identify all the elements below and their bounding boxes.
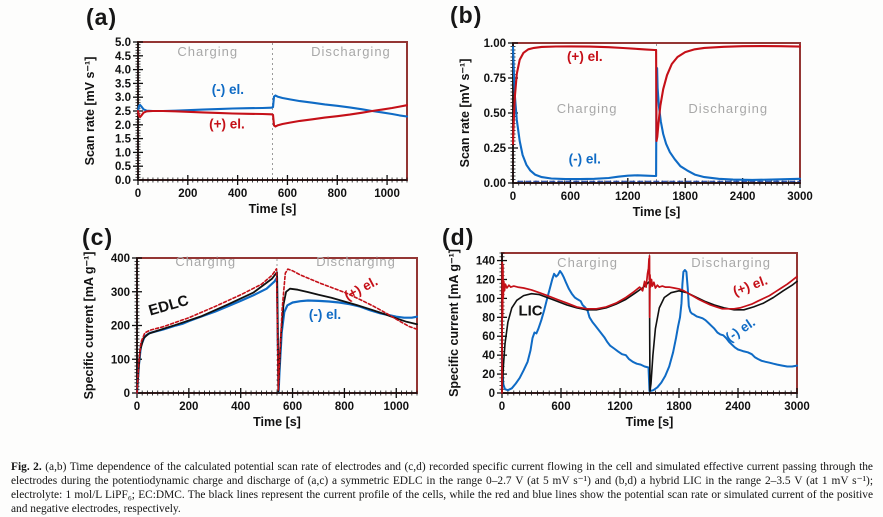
svg-text:Specific current [mA g⁻¹]: Specific current [mA g⁻¹] (82, 251, 96, 400)
svg-text:Charging: Charging (177, 43, 239, 59)
svg-text:(-) el.: (-) el. (722, 314, 758, 345)
svg-text:2400: 2400 (729, 191, 756, 203)
chart-c-specific-current-edlc (60, 222, 440, 462)
svg-text:4.0: 4.0 (115, 64, 131, 77)
svg-text:Discharging: Discharging (688, 101, 769, 116)
svg-text:2.5: 2.5 (115, 106, 131, 118)
figure-caption-label: Fig. 2. (11, 461, 42, 473)
svg-text:0.25: 0.25 (483, 143, 506, 155)
chart-d-specific-current-lic (440, 222, 883, 462)
svg-text:Charging: Charging (557, 255, 618, 271)
svg-text:200: 200 (110, 320, 130, 333)
svg-text:40: 40 (482, 350, 495, 363)
svg-text:0: 0 (123, 388, 130, 400)
svg-text:200: 200 (179, 401, 199, 413)
svg-text:60: 60 (482, 331, 495, 344)
svg-text:140: 140 (475, 255, 495, 268)
svg-text:600: 600 (551, 401, 571, 413)
svg-text:1.00: 1.00 (483, 38, 506, 50)
svg-text:Time [s]: Time [s] (632, 205, 681, 219)
svg-text:80: 80 (482, 312, 495, 325)
svg-text:0.75: 0.75 (483, 73, 506, 85)
svg-text:Charging: Charging (175, 253, 237, 269)
svg-text:(+) el.: (+) el. (209, 116, 245, 132)
svg-text:(+) el.: (+) el. (341, 273, 381, 304)
svg-text:2400: 2400 (725, 401, 751, 413)
svg-text:0.0: 0.0 (115, 175, 131, 187)
svg-text:0.5: 0.5 (115, 161, 131, 174)
panel-c (60, 222, 440, 462)
svg-text:800: 800 (327, 188, 347, 200)
svg-text:1800: 1800 (666, 401, 692, 413)
svg-text:0: 0 (498, 401, 506, 413)
svg-text:100: 100 (110, 354, 130, 367)
chart-b-scan-rate-lic (440, 0, 883, 222)
svg-text:1800: 1800 (672, 191, 698, 203)
svg-text:Discharging: Discharging (316, 253, 396, 269)
panel-a (60, 0, 440, 222)
svg-text:0: 0 (488, 388, 495, 400)
panel-label-a: (a) (86, 4, 118, 30)
svg-text:Time [s]: Time [s] (253, 415, 301, 429)
svg-text:Scan rate [mV s⁻¹]: Scan rate [mV s⁻¹] (458, 58, 472, 168)
svg-text:(-) el.: (-) el. (308, 307, 342, 323)
svg-text:0: 0 (509, 191, 517, 203)
svg-text:0: 0 (134, 188, 142, 200)
panel-label-b: (b) (450, 2, 483, 28)
svg-text:600: 600 (560, 191, 580, 203)
svg-text:LIC: LIC (518, 302, 543, 320)
figure-caption (11, 461, 873, 517)
panel-label-d: (d) (442, 224, 475, 250)
svg-text:1000: 1000 (374, 188, 400, 200)
svg-text:400: 400 (110, 253, 130, 265)
figure-caption-text: (a,b) Time dependence of the calculated potential scan rate of electrodes and (c,d) recorded specific current flowing in the cell and simulated effective current passing through the electrodes during the potentiodynamic charge and discharge of (a,c) a symmetric EDLC in the range 0–2.7 V (at 5 mV s⁻¹) and (b,d) a hybrid LIC in the range 2–3.5 V (at 1 mV s⁻¹); electrolyte: 1 mol/L LiPF₆; EC:DMC. The black lines represent the current profile of the cells, while the red and blue lines show the potential scan rate or simulated current of the positive and negative electrodes, respectively. (11, 461, 873, 515)
panel-d (440, 222, 883, 462)
svg-text:0.00: 0.00 (483, 178, 506, 190)
svg-text:EDLC: EDLC (146, 291, 191, 320)
svg-text:400: 400 (231, 401, 251, 413)
svg-text:Time [s]: Time [s] (248, 202, 297, 216)
svg-text:(-) el.: (-) el. (568, 151, 601, 167)
svg-text:1.0: 1.0 (115, 147, 131, 160)
svg-text:3.0: 3.0 (115, 92, 131, 105)
svg-text:3.5: 3.5 (115, 78, 131, 91)
svg-text:Scan rate [mV s⁻¹]: Scan rate [mV s⁻¹] (83, 56, 97, 166)
svg-text:200: 200 (178, 188, 198, 200)
svg-text:Discharging: Discharging (311, 43, 391, 59)
svg-text:600: 600 (277, 188, 298, 200)
svg-text:3000: 3000 (787, 191, 813, 203)
svg-text:3000: 3000 (784, 401, 810, 413)
svg-text:0: 0 (133, 401, 141, 413)
svg-text:2.0: 2.0 (115, 119, 131, 132)
svg-text:Specific current [mA g⁻¹]: Specific current [mA g⁻¹] (447, 249, 461, 397)
svg-text:0.50: 0.50 (483, 108, 506, 120)
chart-a-scan-rate-edlc (60, 0, 440, 222)
svg-text:100: 100 (475, 293, 495, 306)
svg-text:600: 600 (282, 401, 303, 413)
svg-text:400: 400 (228, 188, 248, 200)
svg-text:300: 300 (110, 286, 130, 299)
svg-text:(+) el.: (+) el. (566, 49, 603, 65)
svg-text:4.5: 4.5 (115, 50, 131, 63)
svg-text:Discharging: Discharging (691, 255, 771, 271)
svg-text:Charging: Charging (556, 101, 618, 116)
svg-text:Time [s]: Time [s] (625, 415, 674, 429)
svg-text:800: 800 (334, 401, 355, 413)
panel-b (440, 0, 883, 222)
svg-text:(-) el.: (-) el. (211, 81, 245, 97)
panel-label-c: (c) (82, 224, 114, 250)
svg-text:(+) el.: (+) el. (730, 272, 770, 299)
svg-text:1.5: 1.5 (115, 133, 131, 146)
svg-text:1200: 1200 (615, 191, 641, 203)
svg-text:120: 120 (475, 274, 495, 287)
svg-text:20: 20 (482, 369, 495, 382)
svg-text:1000: 1000 (383, 401, 410, 413)
svg-text:5.0: 5.0 (115, 37, 131, 49)
svg-text:1200: 1200 (607, 401, 633, 413)
